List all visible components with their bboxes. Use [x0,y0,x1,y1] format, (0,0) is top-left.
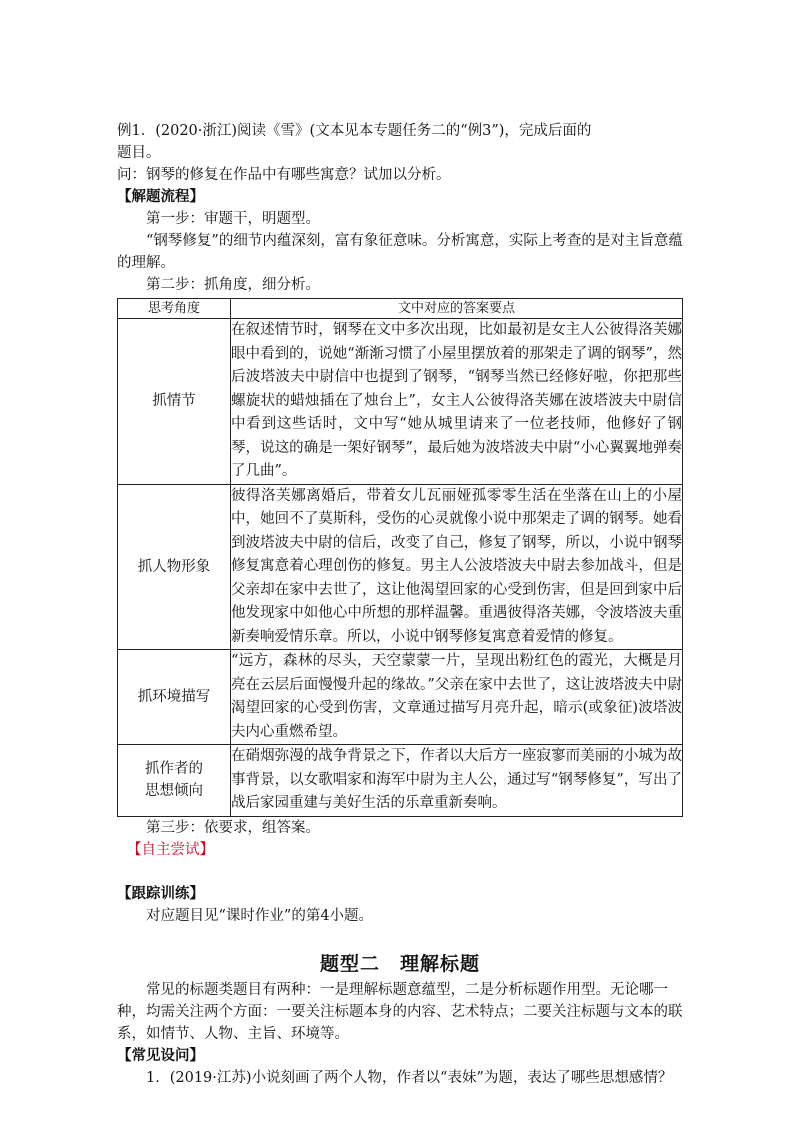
table-row [118,484,683,650]
common-questions-heading: 【常见设问】 [117,1046,204,1064]
document-page [117,120,683,1089]
answer-points-cell: 在叙述情节时，钢琴在文中多次出现，比如最初是女主人公彼得洛芙娜眼中看到的，说她“渐渐习惯了小屋里摆放着的那架走了调的钢琴”，然后波塔波夫中尉信中也提到了钢琴，“钢琴当然已经修好啦，你把那些螺旋状的蜡烛插在了烛台上”，女主人公彼得洛芙娜在波塔波夫中尉信中看到这些话时，文中写“她从城里请来了一位老技师，他修好了钢琴，说这的确是一架好钢琴”，最后她为波塔波夫中尉“小心翼翼地弹奏了几曲”。 [231,319,683,485]
spacer [117,927,683,949]
angle-cell: 抓作者的 思想倾向 [118,745,231,817]
self-try-heading: 【自主尝试】 [127,841,214,858]
angle-cell: 抓情节 [118,319,231,485]
table-row [118,650,683,745]
question-item: 1．(2019·江苏)小说刻画了两个人物，作者以“表妹”为题，表达了哪些思想感情？ [146,1069,673,1086]
example-question: 问：钢琴的修复在作品中有哪些寓意？试加以分析。 [117,167,451,183]
answer-points-cell: “远方，森林的尽头，天空蒙蒙一片，呈现出粉红色的霞光，大概是月亮在云层后面慢慢升起的缘故。”父亲在家中去世了，这让波塔波夫中尉渴望回家的心受到伤害，文章通过描写月亮升起，暗示(或象征)波塔波夫内心重燃希望。 [231,650,683,745]
answer-points-cell: 在硝烟弥漫的战争背景之下，作者以大后方一座寂寥而美丽的小城为故事背景，以女歌唱家和海军中尉为主人公，通过写“钢琴修复”，写出了战后家园重建与美好生活的乐章重新奏响。 [231,745,683,817]
section-title: 题型二 理解标题 [319,952,480,975]
table-row [118,319,683,485]
step-one: 第一步：审题干，明题型。 [146,211,320,227]
example-intro-line2: 题目。 [117,145,161,161]
answer-points-cell: 彼得洛芙娜离婚后，带着女儿瓦丽娅孤零零生活在坐落在山上的小屋中，她回不了莫斯科，受伤的心灵就像小说中那架走了调的钢琴。她看到波塔波夫中尉的信后，改变了自己，修复了钢琴，所以，小说中钢琴修复寓意着心理创伤的修复。男主人公波塔波夫中尉去参加战斗，但是父亲却在家中去世了，这让他渴望回家的心受到伤害，但是回到家中后他发现家中如他心中所想的那样温馨。重遇彼得洛芙娜，令波塔波夫重新奏响爱情乐章。所以，小说中钢琴修复寓意着爱情的修复。 [231,484,683,650]
example-intro-line1: 例1．(2020·浙江)阅读《雪》(文本见本专题任务二的“例3”)，完成后面的 [117,123,592,139]
step-one-description: “钢琴修复”的细节内蕴深刻，富有象征意味。分析寓意，实际上考查的是对主旨意蕴的理解。 [117,233,683,271]
tracking-heading: 【跟踪训练】 [117,884,204,902]
table-header-points: 文中对应的答案要点 [231,299,683,319]
spacer [117,861,683,883]
table-row [118,745,683,817]
tracking-text: 对应题目见“课时作业”的第4小题。 [146,907,374,924]
table-header-row [118,299,683,319]
analysis-table [117,298,683,817]
angle-cell: 抓人物形象 [118,484,231,650]
process-heading: 【解题流程】 [117,188,204,205]
table-header-angle: 思考角度 [118,299,231,319]
angle-cell: 抓环境描写 [118,650,231,745]
step-three: 第三步：依要求，组答案。 [146,819,320,836]
section-intro: 常见的标题类题目有两种：一是理解标题意蕴型，二是分析标题作用型。无论哪一种，均需关注两个方面：一要关注标题本身的内容、艺术特点；二要关注标题与文本的联系，如情节、人物、主旨、环境等。 [117,981,683,1042]
step-two: 第二步：抓角度，细分析。 [146,277,320,293]
